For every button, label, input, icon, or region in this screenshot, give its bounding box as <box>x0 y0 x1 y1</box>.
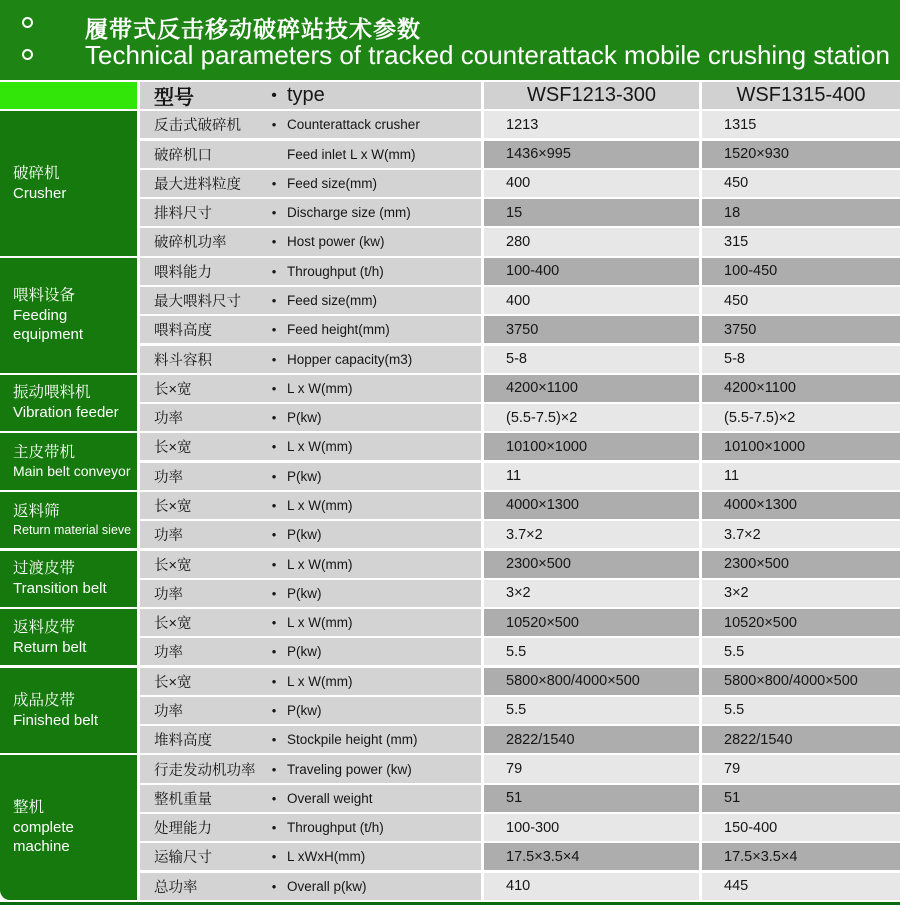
param-label-zh: 处理能力 <box>154 821 212 838</box>
param-label-en: Host power (kw) <box>287 234 385 250</box>
param-label-zh: 长×宽 <box>154 616 192 633</box>
sidebar-section <box>0 375 137 431</box>
bullet-dot-icon: • <box>271 234 277 250</box>
param-label-en: L x W(mm) <box>287 615 353 631</box>
sidebar-section-zh: 返料筛 <box>13 503 60 521</box>
param-value-cell: 17.5×3.5×4 <box>702 843 900 870</box>
title-banner <box>0 0 900 80</box>
param-label-en: L x W(mm) <box>287 439 353 455</box>
bullet-dot-icon: • <box>271 878 277 894</box>
sidebar-section-en: Transition belt <box>13 580 107 597</box>
param-label-cell <box>140 551 481 578</box>
param-value-cell: 3750 <box>484 316 699 343</box>
param-label-cell <box>140 785 481 812</box>
bullet-dot-icon: • <box>271 439 277 455</box>
bullet-dot-icon: • <box>271 86 277 104</box>
bullet-dot-icon: • <box>271 527 277 543</box>
param-value-cell: 10520×500 <box>484 609 699 636</box>
param-label-en: L x W(mm) <box>287 497 353 513</box>
param-value-cell: 17.5×3.5×4 <box>484 843 699 870</box>
sidebar-section-en: complete machine <box>13 819 74 856</box>
sidebar-section-zh: 过渡皮带 <box>13 560 76 578</box>
bullet-dot-icon: • <box>271 322 277 338</box>
param-value-cell: 5-8 <box>702 346 900 373</box>
sidebar-section-zh: 破碎机 <box>13 164 60 182</box>
param-value-cell: 5800×800/4000×500 <box>702 668 900 695</box>
param-label-cell <box>140 316 481 343</box>
param-label-zh: 最大喂料尺寸 <box>154 294 241 311</box>
param-value-cell: 1213 <box>484 111 699 138</box>
param-label-zh: 喂料能力 <box>154 264 212 281</box>
bullet-dot-icon: • <box>271 175 277 191</box>
param-label-en: P(kw) <box>287 702 322 718</box>
bullet-dot-icon: • <box>271 585 277 601</box>
param-label-en: P(kw) <box>287 410 322 426</box>
param-label-en: Overall weight <box>287 790 373 806</box>
param-label-en: L x W(mm) <box>287 673 353 689</box>
bullet-dot-icon: • <box>271 820 277 836</box>
param-label-cell <box>140 580 481 607</box>
bullet-ring-icon <box>22 17 33 28</box>
bullet-dot-icon: • <box>271 497 277 513</box>
sidebar-section-en: Finished belt <box>13 711 99 729</box>
param-label-zh: 堆料高度 <box>154 733 212 750</box>
param-value-cell: 445 <box>702 873 900 900</box>
sidebar-section-zh: 主皮带机 <box>13 443 76 461</box>
param-label-en: Throughput (t/h) <box>287 263 384 279</box>
spec-table <box>0 82 900 900</box>
param-label-zh: 最大进料粒度 <box>154 176 241 193</box>
param-label-en: P(kw) <box>287 527 322 543</box>
param-label-en: L x W(mm) <box>287 556 353 572</box>
param-label-cell <box>140 111 481 138</box>
param-value-cell: 2822/1540 <box>702 726 900 753</box>
param-label-en: Throughput (t/h) <box>287 820 384 836</box>
param-value-cell: 3×2 <box>484 580 699 607</box>
param-label-en: Traveling power (kw) <box>287 761 412 777</box>
bullet-dot-icon: • <box>271 732 277 748</box>
param-label-zh: 功率 <box>154 411 183 428</box>
sidebar-section-en: Return material sieve <box>13 523 132 538</box>
param-label-cell <box>140 814 481 841</box>
param-label-cell <box>140 258 481 285</box>
param-label-cell <box>140 228 481 255</box>
param-label-cell <box>140 668 481 695</box>
param-label-cell <box>140 404 481 431</box>
param-label-zh: 反击式破碎机 <box>154 118 241 135</box>
param-value-cell: 10520×500 <box>702 609 900 636</box>
bullet-dot-icon: • <box>271 380 277 396</box>
param-value-cell: 10100×1000 <box>484 433 699 460</box>
sidebar-section <box>0 492 137 548</box>
param-label-en: P(kw) <box>287 585 322 601</box>
param-label-cell <box>140 492 481 519</box>
param-value-cell: 100-300 <box>484 814 699 841</box>
param-value-cell: 2300×500 <box>484 551 699 578</box>
param-label-zh: 功率 <box>154 586 183 603</box>
param-value-cell: 5.5 <box>484 697 699 724</box>
bullet-dot-icon: • <box>271 556 277 572</box>
param-value-cell: 1315 <box>702 111 900 138</box>
param-label-zh: 长×宽 <box>154 381 192 398</box>
bullet-ring-icon <box>22 49 33 60</box>
bullet-dot-icon: • <box>271 117 277 133</box>
sidebar-section <box>0 668 137 754</box>
bullet-dot-icon: • <box>271 410 277 426</box>
param-value-cell: 450 <box>702 170 900 197</box>
param-label-cell <box>140 287 481 314</box>
param-value-cell: 4200×1100 <box>702 375 900 402</box>
page-title-zh: 履带式反击移动破碎站技术参数 <box>85 16 421 42</box>
param-label-en: P(kw) <box>287 644 322 660</box>
param-value-cell: 1520×930 <box>702 141 900 168</box>
sidebar-section-en: Vibration feeder <box>13 404 119 422</box>
type-header-zh: 型号 <box>154 87 194 110</box>
param-label-zh: 功率 <box>154 528 183 545</box>
param-label-zh: 排料尺寸 <box>154 206 212 223</box>
type-header-cell <box>140 82 481 109</box>
param-value-cell: 2300×500 <box>702 551 900 578</box>
param-value-cell: 3.7×2 <box>702 521 900 548</box>
bullet-dot-icon: • <box>271 293 277 309</box>
page-title-en: Technical parameters of tracked counterattack mobile crushing station <box>85 40 890 70</box>
sidebar-section-zh: 整机 <box>13 799 45 817</box>
sidebar-section-zh: 成品皮带 <box>13 691 76 709</box>
type-header-en: type <box>287 84 325 107</box>
param-label-cell <box>140 346 481 373</box>
param-value-cell: 410 <box>484 873 699 900</box>
param-label-cell <box>140 609 481 636</box>
param-label-zh: 功率 <box>154 703 183 720</box>
param-value-cell: 5.5 <box>484 638 699 665</box>
bullet-dot-icon: • <box>271 351 277 367</box>
param-value-cell: 18 <box>702 199 900 226</box>
param-label-en: Feed inlet L x W(mm) <box>287 146 416 162</box>
param-value-cell: 3.7×2 <box>484 521 699 548</box>
model-column-header-1: WSF1213-300 <box>484 82 699 109</box>
param-value-cell: 2822/1540 <box>484 726 699 753</box>
param-value-cell: 51 <box>702 785 900 812</box>
param-label-cell <box>140 873 481 900</box>
param-label-en: L xWxH(mm) <box>287 849 366 865</box>
param-label-cell <box>140 141 481 168</box>
bullet-dot-icon: • <box>271 790 277 806</box>
param-label-cell <box>140 433 481 460</box>
sidebar-section-en: Return belt <box>13 638 87 656</box>
bullet-dot-icon: • <box>271 761 277 777</box>
param-label-en: P(kw) <box>287 468 322 484</box>
param-value-cell: 4000×1300 <box>484 492 699 519</box>
param-label-zh: 总功率 <box>154 879 198 896</box>
param-value-cell: 1436×995 <box>484 141 699 168</box>
param-value-cell: 5-8 <box>484 346 699 373</box>
bullet-dot-icon: • <box>271 702 277 718</box>
param-label-en: Feed height(mm) <box>287 322 390 338</box>
param-label-en: Counterattack crusher <box>287 117 420 133</box>
param-value-cell: 51 <box>484 785 699 812</box>
sidebar-section <box>0 258 137 373</box>
param-label-cell <box>140 463 481 490</box>
param-value-cell: 100-450 <box>702 258 900 285</box>
bullet-dot-icon: • <box>271 205 277 221</box>
param-value-cell: 315 <box>702 228 900 255</box>
param-value-cell: 3750 <box>702 316 900 343</box>
param-label-zh: 长×宽 <box>154 440 192 457</box>
param-label-cell <box>140 199 481 226</box>
bottom-accent-bar <box>0 902 900 905</box>
sidebar-section-en: Crusher <box>13 184 67 202</box>
param-value-cell: 400 <box>484 287 699 314</box>
param-label-zh: 长×宽 <box>154 498 192 515</box>
param-label-zh: 长×宽 <box>154 674 192 691</box>
model-column-header-2: WSF1315-400 <box>702 82 900 109</box>
param-label-zh: 功率 <box>154 469 183 486</box>
param-label-en: Feed size(mm) <box>287 175 378 191</box>
param-value-cell: 3×2 <box>702 580 900 607</box>
param-value-cell: 5.5 <box>702 697 900 724</box>
param-label-cell <box>140 170 481 197</box>
param-label-zh: 料斗容积 <box>154 352 212 369</box>
bullet-dot-icon: • <box>271 615 277 631</box>
bullet-dot-icon: • <box>271 644 277 660</box>
sidebar-section <box>0 551 137 607</box>
corner-highlight-cell <box>0 82 137 109</box>
param-label-zh: 运输尺寸 <box>154 850 212 867</box>
sidebar-section-zh: 喂料设备 <box>13 287 76 305</box>
param-label-en: Feed size(mm) <box>287 293 378 309</box>
param-label-zh: 破碎机口 <box>154 147 212 164</box>
sidebar-section-zh: 振动喂料机 <box>13 384 91 402</box>
param-value-cell: 11 <box>484 463 699 490</box>
param-label-en: L x W(mm) <box>287 380 353 396</box>
sidebar-section <box>0 755 137 899</box>
param-label-zh: 行走发动机功率 <box>154 762 256 779</box>
param-value-cell: 15 <box>484 199 699 226</box>
sidebar-section-en: Main belt conveyor <box>13 462 131 479</box>
param-value-cell: 400 <box>484 170 699 197</box>
sidebar-section <box>0 111 137 255</box>
param-label-cell <box>140 755 481 782</box>
param-value-cell: 4200×1100 <box>484 375 699 402</box>
bullet-dot-icon: • <box>271 849 277 865</box>
param-value-cell: 150-400 <box>702 814 900 841</box>
sidebar-section <box>0 609 137 665</box>
param-value-cell: 5800×800/4000×500 <box>484 668 699 695</box>
param-label-cell <box>140 726 481 753</box>
param-value-cell: 4000×1300 <box>702 492 900 519</box>
param-value-cell: (5.5-7.5)×2 <box>484 404 699 431</box>
bullet-dot-icon: • <box>271 263 277 279</box>
param-label-zh: 长×宽 <box>154 557 192 574</box>
sidebar-section <box>0 433 137 489</box>
param-label-en: Stockpile height (mm) <box>287 732 418 748</box>
bullet-dot-icon: • <box>271 673 277 689</box>
param-value-cell: 11 <box>702 463 900 490</box>
param-value-cell: 10100×1000 <box>702 433 900 460</box>
param-label-en: Hopper capacity(m3) <box>287 351 413 367</box>
param-label-zh: 整机重量 <box>154 791 212 808</box>
param-label-en: Overall p(kw) <box>287 878 367 894</box>
param-label-cell <box>140 697 481 724</box>
param-label-cell <box>140 638 481 665</box>
param-label-zh: 功率 <box>154 645 183 662</box>
param-value-cell: 79 <box>702 755 900 782</box>
param-label-cell <box>140 521 481 548</box>
param-label-cell <box>140 375 481 402</box>
sidebar-section-zh: 返料皮带 <box>13 618 76 636</box>
param-label-zh: 破碎机功率 <box>154 235 227 252</box>
param-value-cell: 100-400 <box>484 258 699 285</box>
param-value-cell: 450 <box>702 287 900 314</box>
param-label-en: Discharge size (mm) <box>287 205 411 221</box>
sidebar-section-en: Feeding equipment <box>13 306 84 344</box>
param-value-cell: 79 <box>484 755 699 782</box>
param-label-cell <box>140 843 481 870</box>
param-label-zh: 喂料高度 <box>154 323 212 340</box>
bullet-dot-icon: • <box>271 468 277 484</box>
param-value-cell: (5.5-7.5)×2 <box>702 404 900 431</box>
param-value-cell: 280 <box>484 228 699 255</box>
param-value-cell: 5.5 <box>702 638 900 665</box>
